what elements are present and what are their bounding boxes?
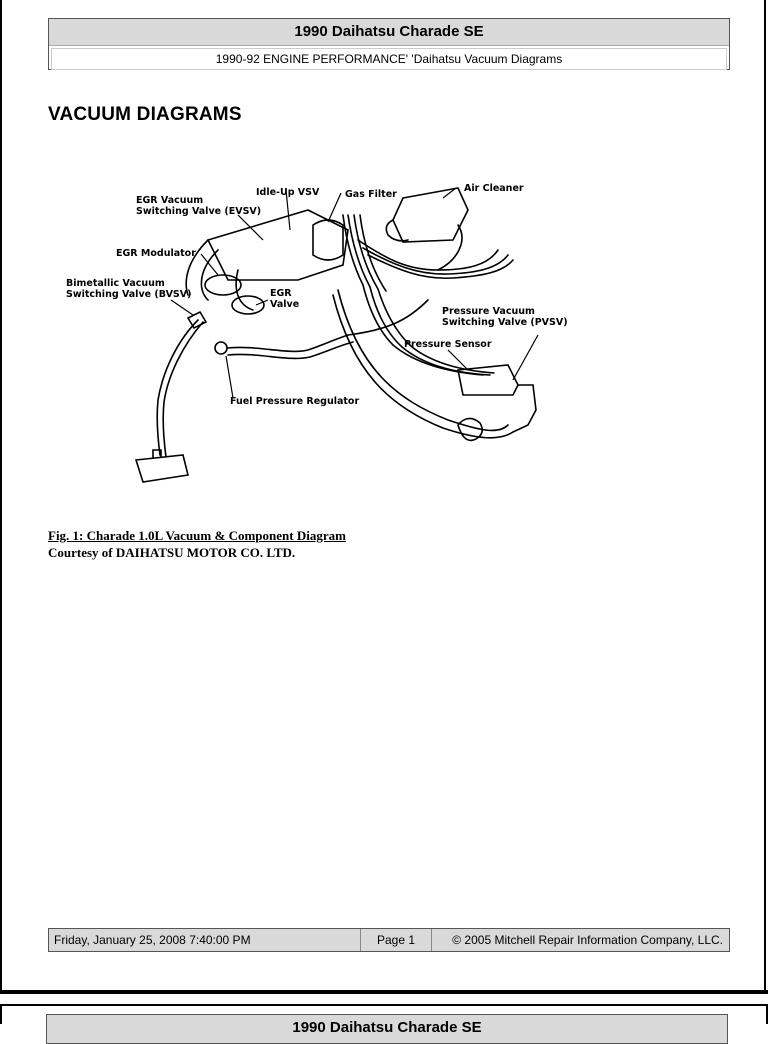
label-fuel-pressure-regulator: Fuel Pressure Regulator xyxy=(230,396,360,407)
hose xyxy=(358,240,498,270)
label-egr-valve: EGR xyxy=(270,288,292,299)
hose xyxy=(438,225,462,270)
label-pvsv-2: Switching Valve (PVSV) xyxy=(442,317,568,328)
charcoal-canister xyxy=(136,455,188,482)
figure-title: Fig. 1: Charade 1.0L Vacuum & Component Diagram xyxy=(48,528,346,543)
label-egr-modulator: EGR Modulator xyxy=(116,248,196,259)
document-subtitle: 1990-92 ENGINE PERFORMANCE' 'Daihatsu Vacuum Diagrams xyxy=(51,48,727,70)
hose xyxy=(163,322,203,457)
label-idle-up-vsv: Idle-Up VSV xyxy=(256,187,320,198)
air-cleaner-box xyxy=(393,188,468,242)
label-bvsv: Bimetallic Vacuum xyxy=(66,278,165,289)
section-title: VACUUM DIAGRAMS xyxy=(48,104,242,125)
label-egr-valve-2: Valve xyxy=(270,299,300,310)
hose xyxy=(348,215,490,375)
page-footer xyxy=(48,928,730,952)
hose xyxy=(228,342,353,358)
hose xyxy=(228,335,348,351)
label-pvsv: Pressure Vacuum xyxy=(442,306,535,317)
fuel-pressure-regulator xyxy=(215,342,227,354)
footer-date: Friday, January 25, 2008 7:40:00 PM xyxy=(49,929,361,951)
egr-valve xyxy=(232,296,264,314)
page-header xyxy=(48,18,730,70)
figure-caption xyxy=(48,527,346,561)
figure-courtesy: Courtesy of DAIHATSU MOTOR CO. LTD. xyxy=(48,545,296,560)
footer-page-number: Page 1 xyxy=(361,929,432,951)
label-egr-vsv-2: Switching Valve (EVSV) xyxy=(136,206,262,217)
label-air-cleaner: Air Cleaner xyxy=(464,183,524,194)
document-title: 1990 Daihatsu Charade SE xyxy=(49,19,729,46)
vacuum-diagram xyxy=(58,170,568,495)
label-gas-filter: Gas Filter xyxy=(345,189,397,200)
footer-copyright: © 2005 Mitchell Repair Information Company, LLC. xyxy=(452,933,723,947)
label-bvsv-2: Switching Valve (BVSV) xyxy=(66,289,192,300)
next-page xyxy=(0,1004,768,1036)
next-page-title: 1990 Daihatsu Charade SE xyxy=(46,1014,728,1044)
label-egr-vsv: EGR Vacuum xyxy=(136,195,204,206)
label-pressure-sensor: Pressure Sensor xyxy=(404,339,492,350)
